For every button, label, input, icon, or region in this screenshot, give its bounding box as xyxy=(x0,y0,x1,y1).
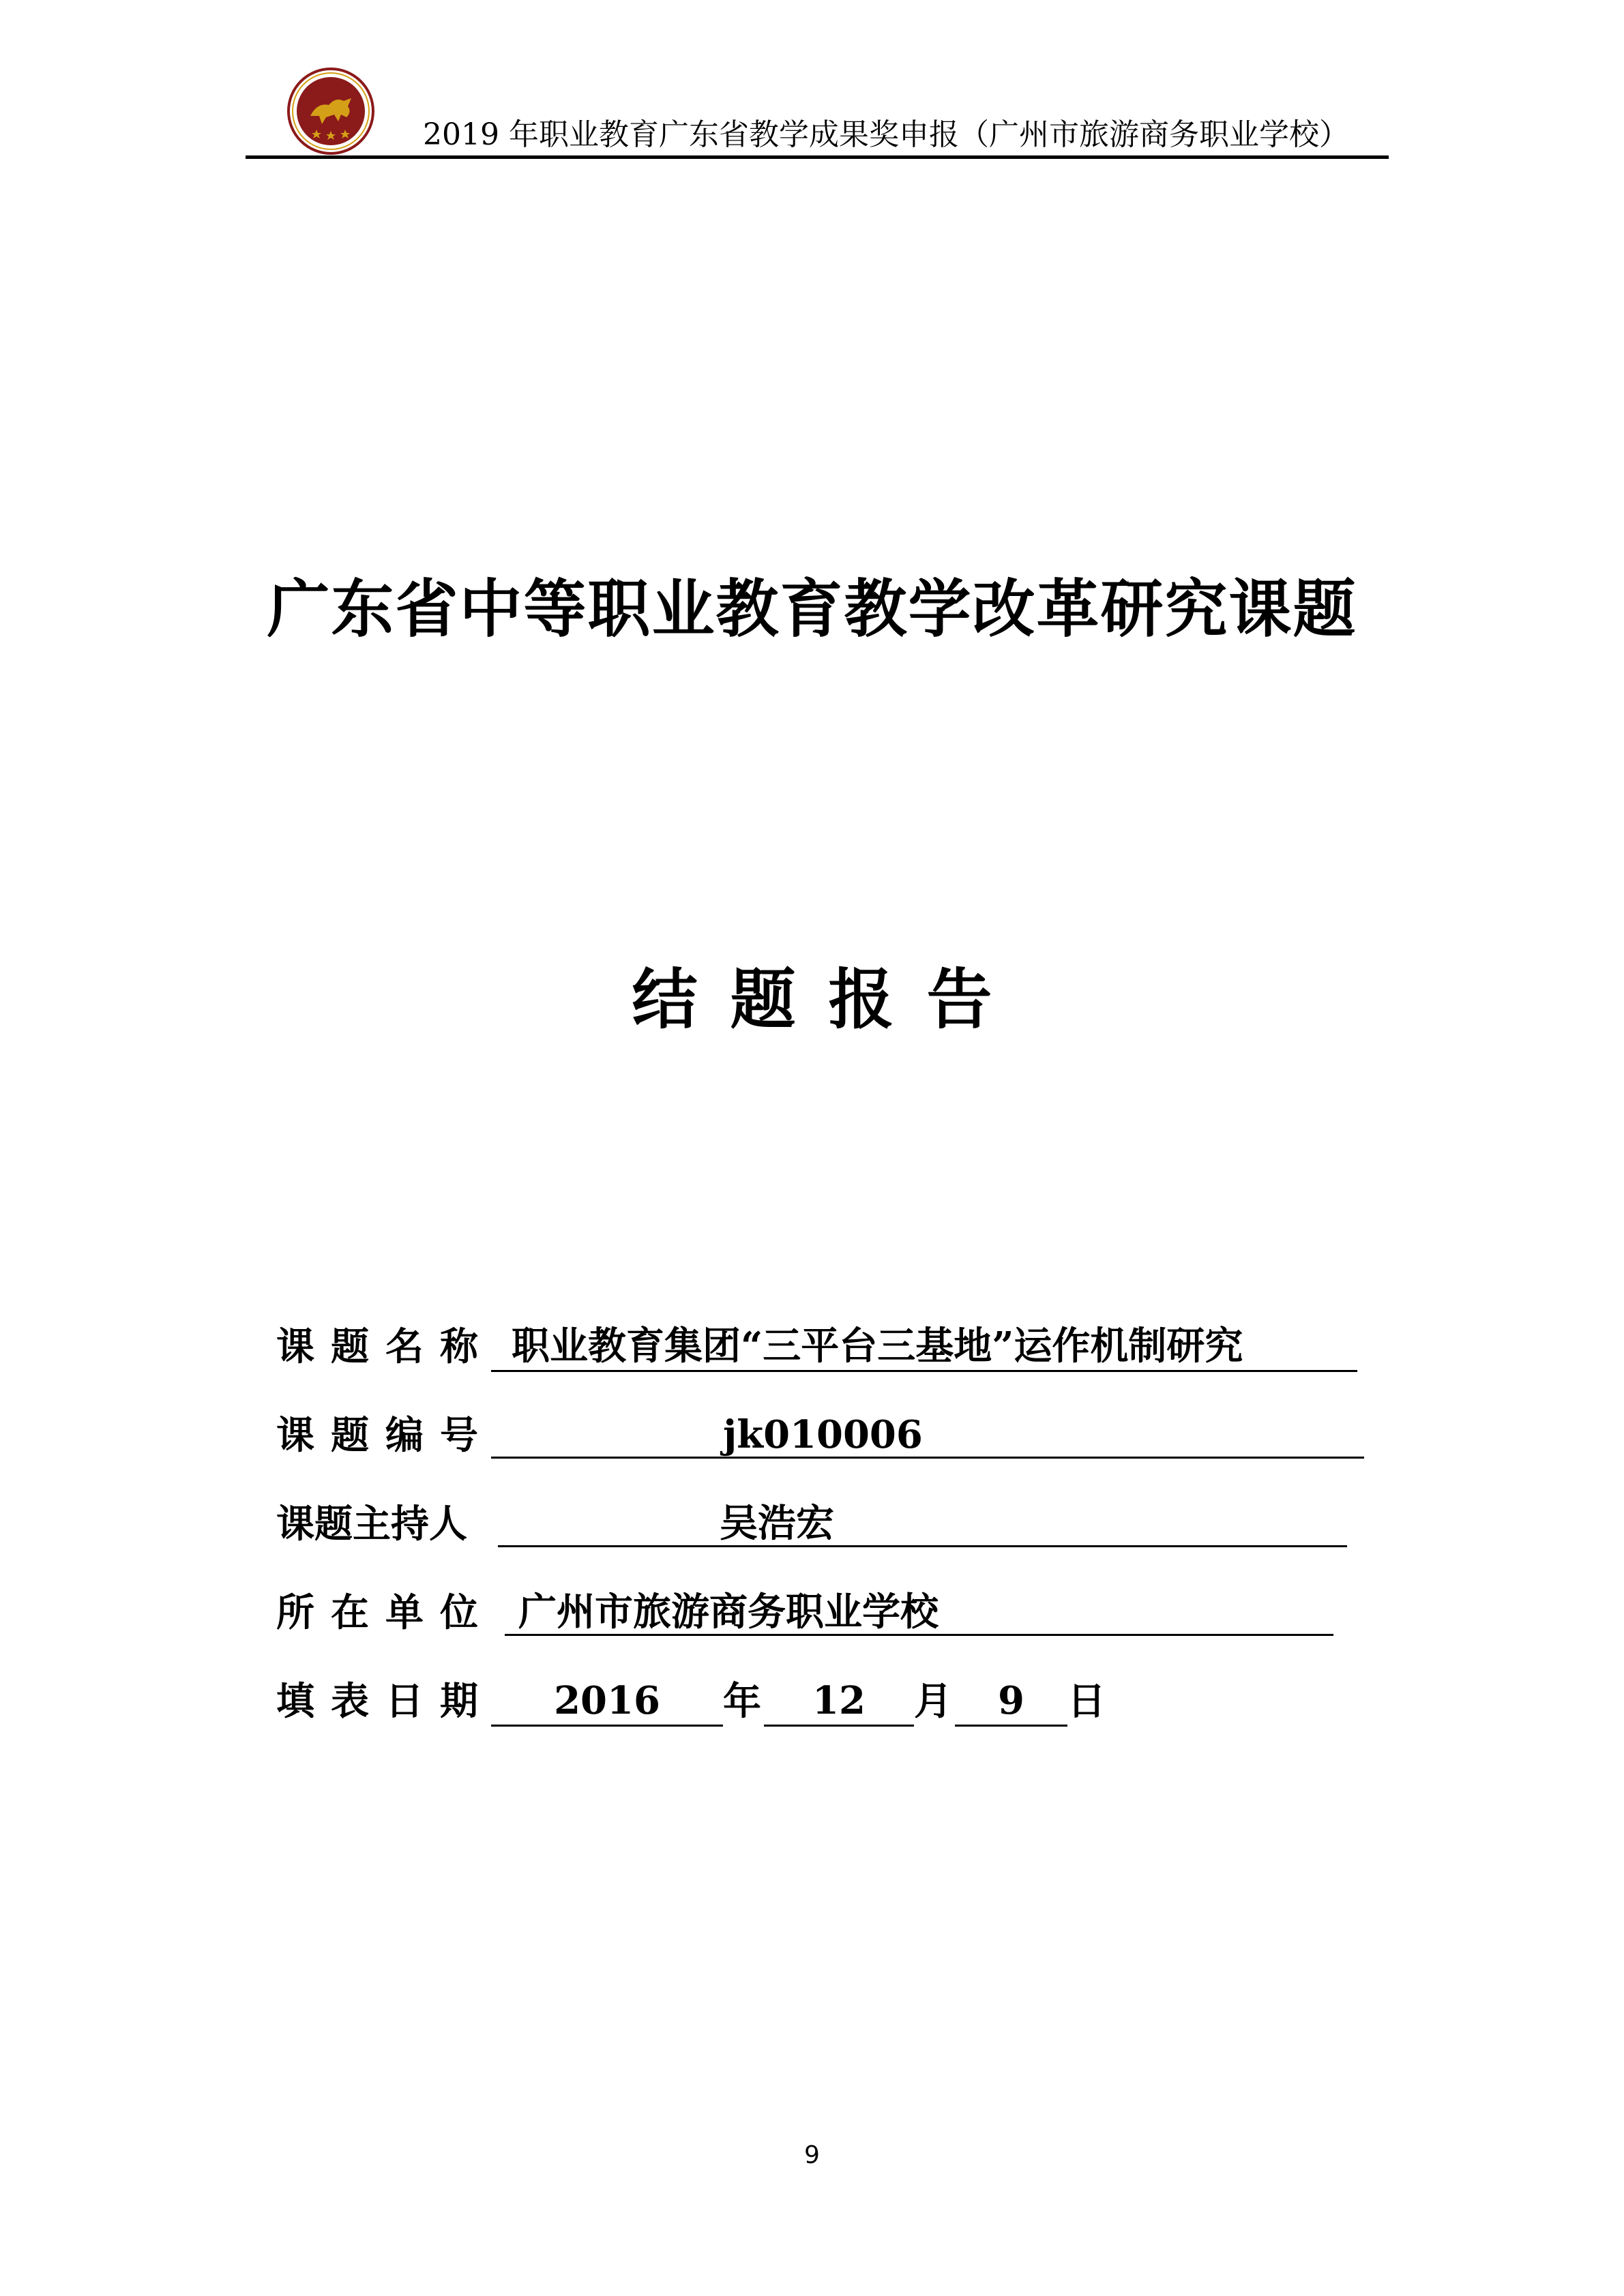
header-title: 2019 年职业教育广东省教学成果奖申报（广州市旅游商务职业学校） xyxy=(423,117,1349,152)
cover-form xyxy=(276,1320,1368,1763)
page-number: 9 xyxy=(804,2141,820,2169)
unit-row xyxy=(276,1585,1368,1640)
host-value: 吴浩宏 xyxy=(498,1497,1347,1547)
date-year-value: 2016 xyxy=(491,1674,723,1727)
document-title: 广东省中等职业教育教学改革研究课题 xyxy=(267,572,1357,646)
unit-value: 广州市旅游商务职业学校 xyxy=(505,1585,1333,1636)
date-label: 填表日期 xyxy=(276,1679,494,1724)
topic-number-value: jk010006 xyxy=(491,1408,1364,1459)
date-day-value: 9 xyxy=(955,1674,1067,1727)
host-row xyxy=(276,1497,1368,1551)
topic-number-row xyxy=(276,1408,1368,1463)
document-subtitle: 结题报告 xyxy=(632,961,1025,1038)
topic-name-value: 职业教育集团“三平台三基地”运作机制研究 xyxy=(491,1320,1357,1372)
topic-number-label: 课题编号 xyxy=(276,1413,494,1458)
date-month-unit: 月 xyxy=(914,1679,952,1724)
page-header xyxy=(246,60,1389,162)
date-month-value: 12 xyxy=(764,1674,914,1727)
unit-label: 所在单位 xyxy=(276,1590,494,1635)
date-row xyxy=(276,1674,1368,1729)
date-day-unit: 日 xyxy=(1067,1679,1106,1724)
school-emblem-icon xyxy=(286,67,375,155)
host-label: 课题主持人 xyxy=(276,1502,467,1547)
date-year-unit: 年 xyxy=(723,1679,761,1724)
header-rule xyxy=(246,155,1389,159)
topic-name-label: 课题名称 xyxy=(276,1324,494,1369)
topic-name-row xyxy=(276,1320,1368,1374)
